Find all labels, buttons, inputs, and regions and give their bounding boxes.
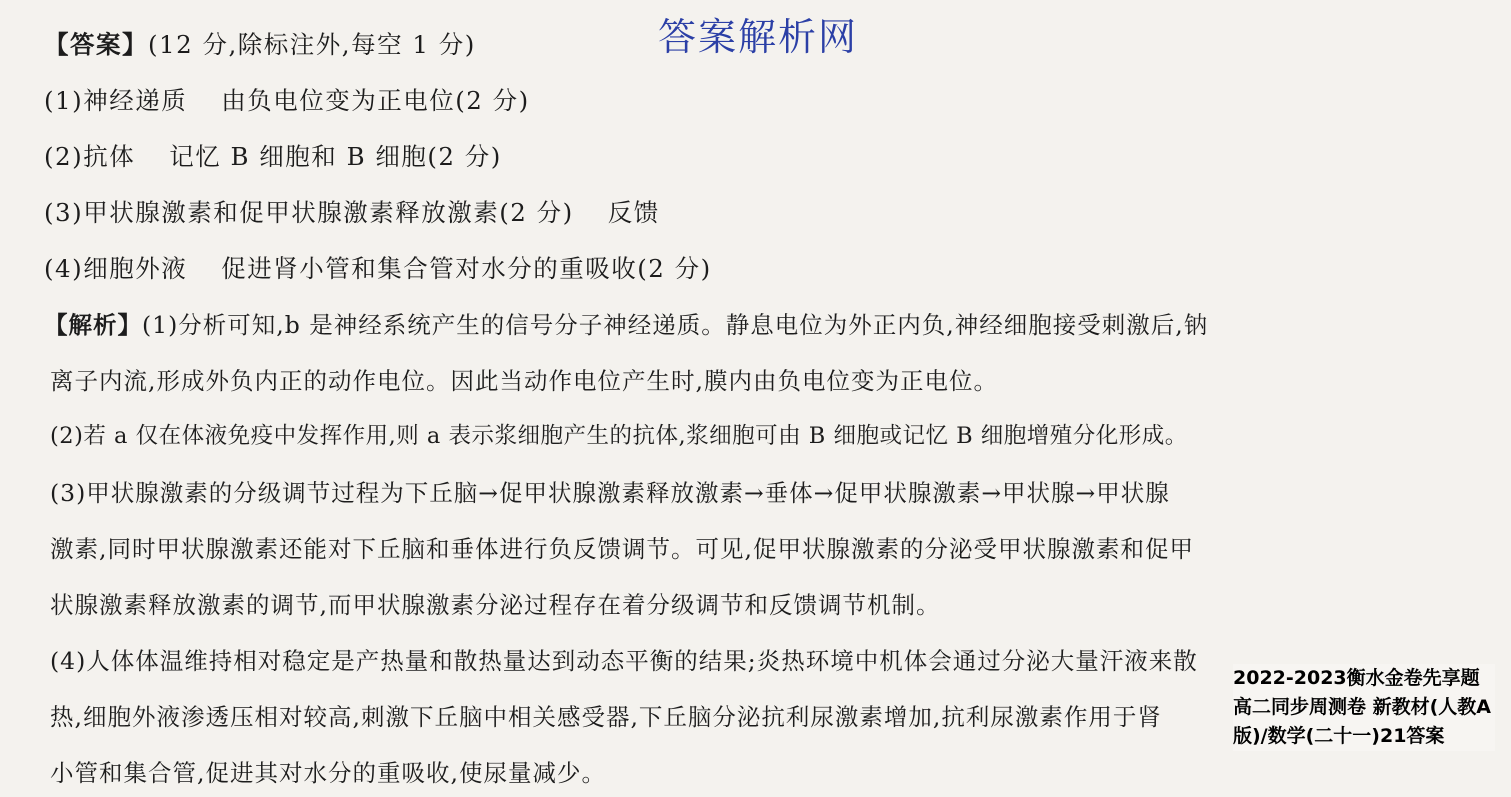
answer-item-4-b: 促进肾小管和集合管对水分的重吸收(2 分) [221, 254, 712, 283]
answer-tag: 【答案】 [44, 30, 148, 59]
answer-item-1-b: 由负电位变为正电位(2 分) [221, 86, 530, 115]
analysis-text-1: (1)分析可知,b 是神经系统产生的信号分子神经递质。静息电位为外正内负,神经细胞接受刺激后,钠 [142, 311, 1209, 339]
analysis-line-3: (2)若 a 仅在体液免疫中发挥作用,则 a 表示浆细胞产生的抗体,浆细胞可由 B 细胞或记忆 B 细胞增殖分化形成。 [50, 423, 1188, 449]
analysis-line-8: 热,细胞外液渗透压相对较高,刺激下丘脑中相关感受器,下丘脑分泌抗利尿激素增加,抗利尿激素作用于肾 [50, 703, 1162, 731]
analysis-line-4: (3)甲状腺激素的分级调节过程为下丘脑→促甲状腺激素释放激素→垂体→促甲状腺激素→甲状腺→甲状腺 [50, 479, 1170, 507]
answer-item-1 [44, 82, 530, 117]
answer-item-3-b: 反馈 [607, 198, 660, 227]
answer-item-2-b: 记忆 B 细胞和 B 细胞(2 分) [169, 142, 502, 171]
analysis-line-2: 离子内流,形成外负内正的动作电位。因此当动作电位产生时,膜内由负电位变为正电位。 [50, 367, 998, 395]
source-caption: 2022-2023衡水金卷先享题 高二同步周测卷 新教材(人教A版)/数学(二十一)21答案 [1233, 664, 1495, 751]
answer-item-2 [44, 138, 502, 173]
answer-item-4-a: (4)细胞外液 [44, 254, 188, 283]
analysis-line-7: (4)人体体温维持相对稳定是产热量和散热量达到动态平衡的结果;炎热环境中机体会通过分泌大量汗液来散 [50, 647, 1198, 675]
answer-item-3 [44, 194, 660, 229]
answer-item-1-a: (1)神经递质 [44, 86, 188, 115]
analysis-line-1 [44, 306, 1208, 340]
answer-header [44, 26, 476, 61]
analysis-line-5: 激素,同时甲状腺激素还能对下丘脑和垂体进行负反馈调节。可见,促甲状腺激素的分泌受甲状腺激素和促甲 [50, 535, 1194, 563]
answer-item-3-a: (3)甲状腺激素和促甲状腺激素释放激素(2 分) [44, 198, 574, 227]
answer-item-2-a: (2)抗体 [44, 142, 136, 171]
analysis-tag: 【解析】 [44, 311, 142, 339]
analysis-line-9: 小管和集合管,促进其对水分的重吸收,使尿量减少。 [50, 759, 606, 787]
answer-item-4 [44, 250, 712, 285]
answer-note: (12 分,除标注外,每空 1 分) [148, 30, 476, 59]
analysis-line-6: 状腺激素释放激素的调节,而甲状腺激素分泌过程存在着分级调节和反馈调节机制。 [50, 591, 941, 619]
site-watermark: 答案解析网 [658, 15, 859, 59]
